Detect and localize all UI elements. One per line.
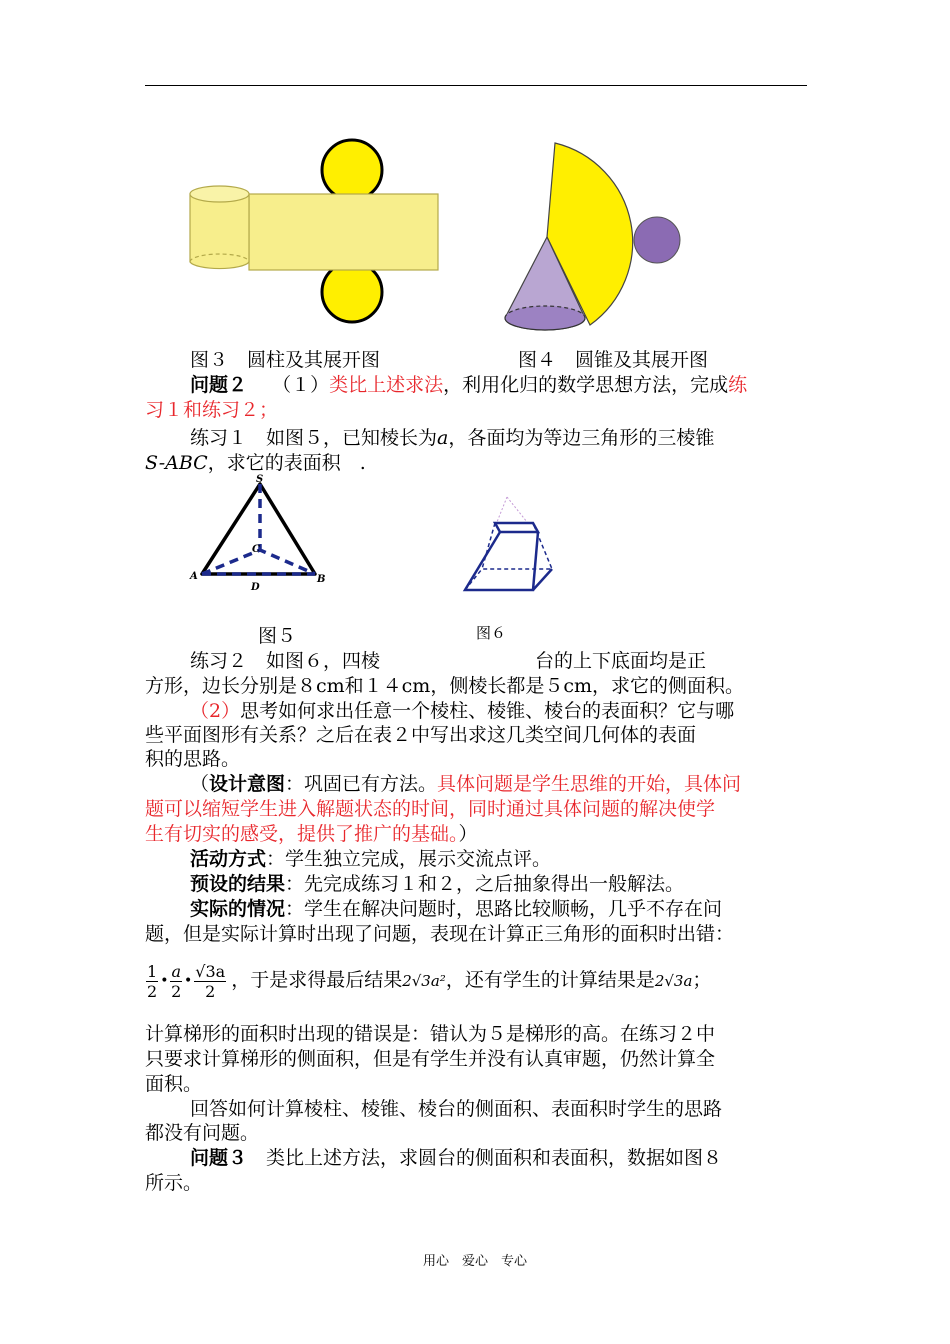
label-b: B (317, 574, 326, 585)
design-line3: 生有切实的感受，提供了推广的基础。） (145, 823, 478, 845)
preset-line: 预设的结果：先完成练习１和２，之后抽象得出一般解法。 (190, 873, 685, 895)
exercise-2-line2: 方形，边长分别是８cm和１４cm，侧棱长都是５cm，求它的侧面积。 (145, 675, 744, 697)
cylinder-bottom-circle (322, 262, 382, 322)
figure-3-cylinder-net (180, 135, 450, 330)
design-line2: 题可以缩短学生进入解题状态的时间，同时通过具体问题的解决使学 (145, 798, 716, 820)
error-line2: 只要求计算梯形的侧面积，但是有学生并没有认真审题，仍然计算全 (145, 1048, 716, 1070)
design-line1: （设计意图：巩固已有方法。具体问题是学生思维的开始，具体问 (190, 773, 742, 795)
math-line: $\frac{1}{2}$ • $\frac{a}{2}$ • $\frac{√3a}{2}$ ，于是求得最后结果2√3a²，还有学生的计算结果是2√3a； (147, 961, 712, 1001)
figure-4-cone-net (495, 135, 695, 340)
problem-3-line1: 问题３ 类比上述方法，求圆台的侧面积和表面积，数据如图８ (190, 1147, 723, 1169)
caption-fig5: 图５ (258, 625, 297, 647)
result-2: 2√3a (654, 972, 693, 990)
cone-base-circle (634, 217, 680, 263)
actual-line2: 题，但是实际计算时出现了问题，表现在计算正三角形的面积时出错： (145, 923, 735, 945)
activity-line: 活动方式：学生独立完成，展示交流点评。 (190, 848, 552, 870)
caption-fig3: 图３ 圆柱及其展开图 (190, 349, 381, 371)
cylinder-top-circle (322, 140, 382, 200)
problem-2-line1: 问题２ （１）类比上述求法，利用化归的数学思想方法，完成练 (190, 374, 748, 396)
fraction-1: $\frac{1}{2}$ (147, 961, 158, 1001)
caption-fig6: 图６ (476, 624, 507, 642)
exercise-1-line2: S-ABC，求它的表面积 . (145, 452, 366, 474)
think-line2: 些平面图形有关系？之后在表２中写出求这几类空间几何体的表面 (145, 724, 697, 746)
think-line1: （2）思考如何求出任意一个棱柱、棱锥、棱台的表面积？它与哪 (190, 700, 735, 722)
fraction-3: $\frac{√3a}{2}$ (195, 961, 226, 1001)
label-d: D (251, 582, 260, 593)
exercise-2-line1: 练习２ 如图６，四棱 台的上下底面均是正 (190, 650, 707, 672)
problem-3-line2: 所示。 (145, 1172, 203, 1194)
cylinder-body (190, 194, 249, 269)
actual-line1: 实际的情况：学生在解决问题时，思路比较顺畅，几乎不存在问 (190, 898, 723, 920)
cylinder-net-rect (249, 194, 438, 270)
label-s: S (256, 474, 264, 485)
page-footer: 用心 爱心 专心 (422, 1254, 527, 1269)
error-line3: 面积。 (145, 1073, 203, 1095)
problem-2-label: 问题２ (190, 374, 248, 396)
header-rule (145, 85, 807, 86)
answer-line1: 回答如何计算棱柱、棱锥、棱台的侧面积、表面积时学生的思路 (190, 1098, 723, 1120)
figure-6-frustum (455, 492, 570, 602)
label-c: C (252, 544, 260, 555)
figure-5-tetrahedron (185, 472, 335, 597)
fraction-2: $\frac{a}{2}$ (171, 961, 182, 1001)
result-1: 2√3a² (402, 972, 446, 990)
answer-line2: 都没有问题。 (145, 1122, 260, 1144)
error-line1: 计算梯形的面积时出现的错误是：错认为５是梯形的高。在练习２中 (145, 1023, 716, 1045)
caption-fig4: 图４ 圆锥及其展开图 (518, 349, 709, 371)
think-line3: 积的思路。 (145, 748, 241, 770)
label-a: A (190, 571, 198, 582)
problem-2-line2: 习１和练习２； (145, 399, 279, 421)
exercise-1-line1: 练习１ 如图５，已知棱长为a，各面均为等边三角形的三棱锥 (190, 427, 715, 449)
